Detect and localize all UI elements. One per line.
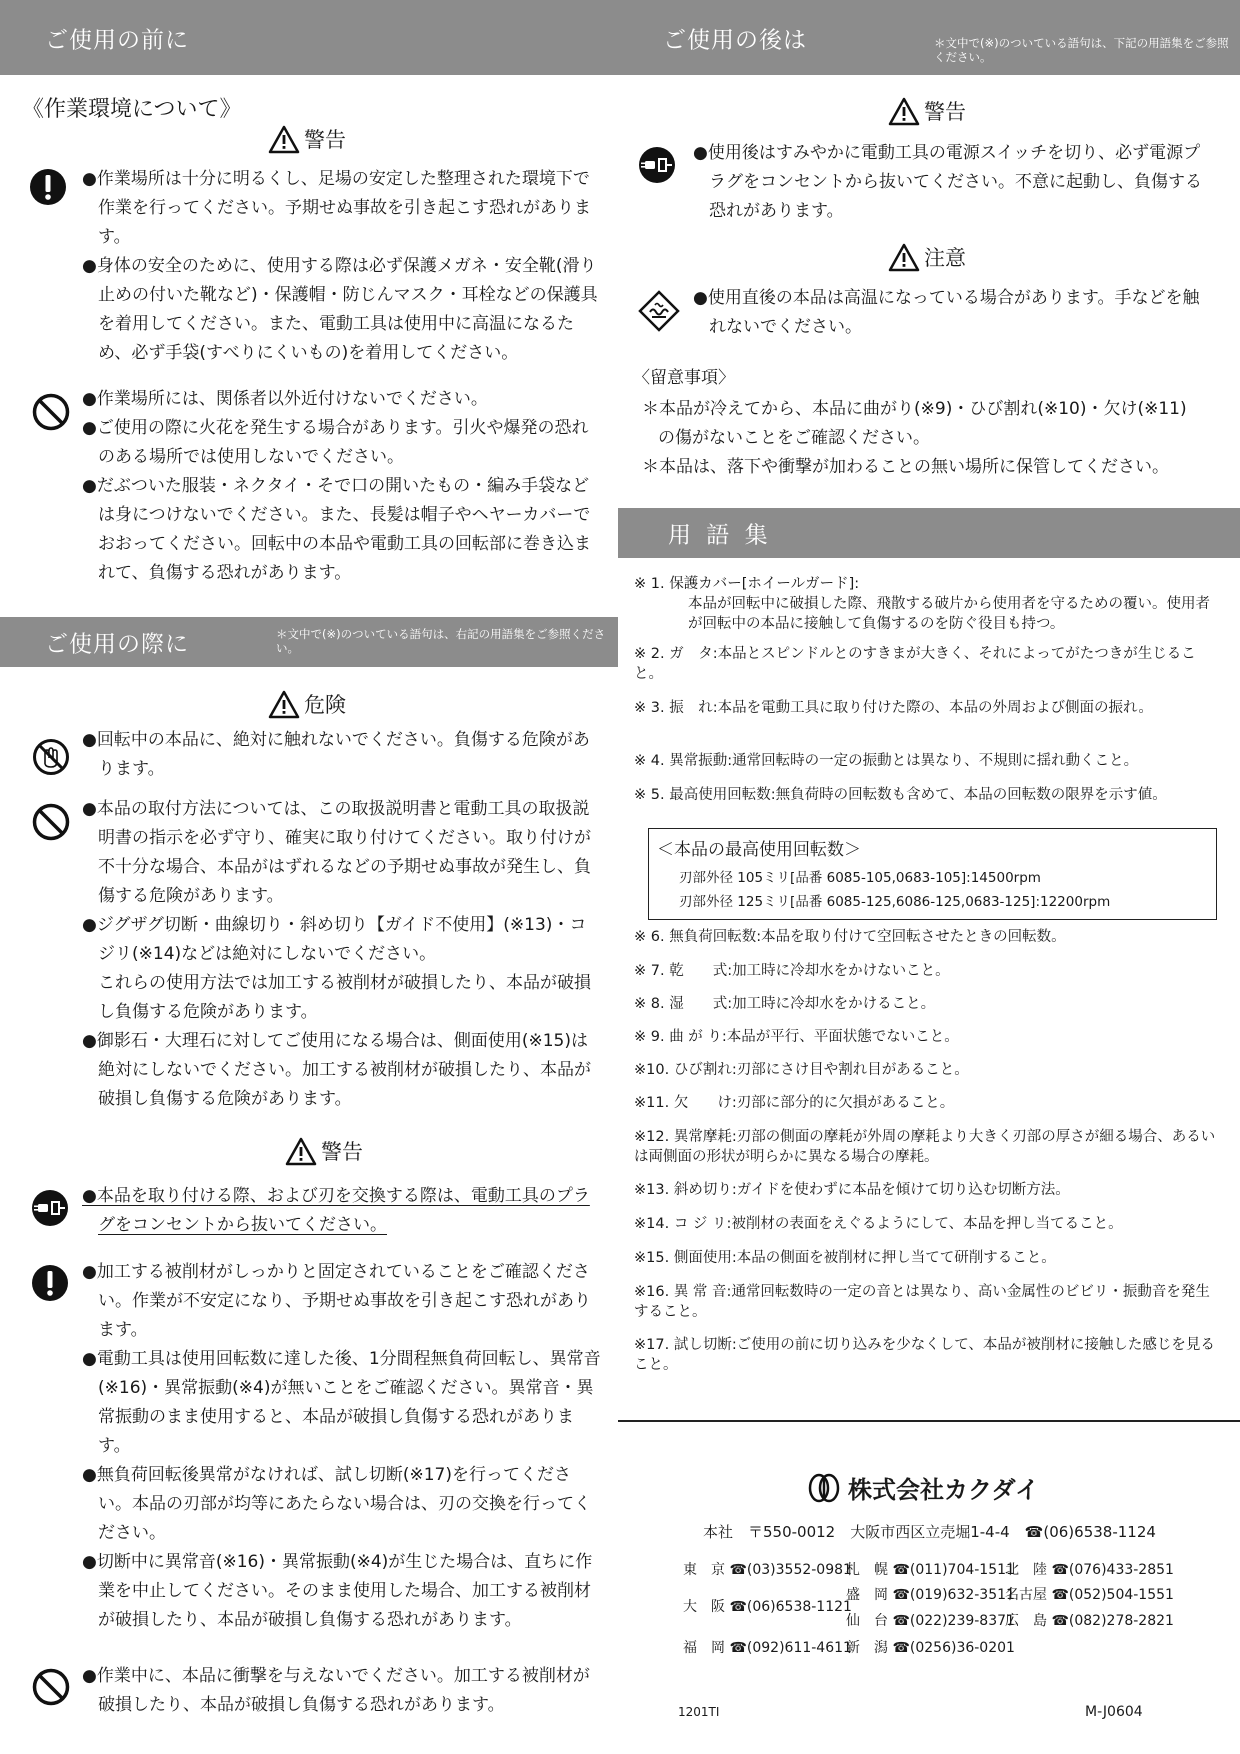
glossary-item-12: ※12. 異常摩耗:刃部の側面の摩耗が外周の摩耗より大きく刃部の厚さが細る場合、あるいは両側面の形状が明らかに異なる場合の摩耗。 — [634, 1129, 1216, 1165]
list-item: ●御影石・大理石に対してご使用になる場合は、側面使用(※15)は絶対にしないでください。加工する被削材が破損したり、本品が破損し負傷する危険があります。 — [82, 1031, 591, 1109]
no-touch-icon — [32, 738, 70, 776]
list-item: ●本品を取り付ける際、および刃を交換する際は、電動工具のプラグをコンセントから抜いてください。 — [82, 1186, 590, 1235]
list-item: ●作業中に、本品に衝撃を与えないでください。加工する被削材が破損したり、本品が破損し負傷する恐れがあります。 — [82, 1666, 590, 1715]
header-note: ＊文中で(※)のついている語句は、右記の用語集をご参照ください。 — [276, 627, 606, 655]
before-use-group1 — [82, 165, 602, 368]
list-item: ●切断中に異常音(※16)・異常振動(※4)が生じた場合は、直ちに作業を中止してください。そのまま使用した場合、加工する被削材が破損したり、本品が破損し負傷する恐れがあります。 — [82, 1552, 593, 1630]
glossary-item-1: ※ 1. 保護カバー[ホイールガード]: 本品が回転中に破損した際、飛散する破片から使用者を守るための覆い。使用者が回転中の本品に接触して負傷するのを防ぐ役目も持つ。 — [634, 576, 1210, 632]
glossary-item-8: ※ 8. 湿 式:加工時に冷却水をかけること。 — [634, 996, 936, 1012]
section-title: ご使用の後は — [663, 27, 807, 53]
branch-tokyo: 東 京 ☎(03)3552-0981 — [683, 1562, 852, 1578]
branch-osaka: 大 阪 ☎(06)6538-1121 — [683, 1599, 852, 1615]
document-code: M-J0604 — [1085, 1704, 1143, 1720]
list-item: ●回転中の本品に、絶対に触れないでください。負傷する危険があります。 — [82, 730, 590, 779]
list-item: ●ご使用の際に火花を発生する場合があります。引火や爆発の恐れのある場所では使用しないでください。 — [82, 418, 589, 467]
branch-nagoya: 名古屋 ☎(052)504-1551 — [1005, 1587, 1174, 1603]
warning-sign-1 — [268, 124, 346, 154]
kakudai-logo-icon — [808, 1473, 840, 1503]
section-header-before-use — [0, 0, 618, 75]
glossary-item-13: ※13. 斜め切り:ガイドを使わずに本品を傾けて切り込む切断方法。 — [634, 1182, 1070, 1198]
prohibition-icon — [32, 1668, 70, 1706]
unplug-icon — [638, 146, 676, 184]
section-header-glossary — [618, 508, 1240, 558]
glossary-item-3: ※ 3. 振 れ:本品を電動工具に取り付けた際の、本品の外周および側面の振れ。 — [634, 700, 1153, 716]
list-item: これらの使用方法では加工する被削材が破損したり、本品が破損し負傷する危険があります。 — [98, 973, 591, 1022]
divider — [618, 1420, 1240, 1422]
glossary-item-6: ※ 6. 無負荷回転数:本品を取り付けて空回転させたときの回転数。 — [634, 929, 1066, 945]
rpm-row: 刃部外径 105ミリ[品番 6085-105,0683-105]:14500rpm — [679, 870, 1041, 886]
header-note: ＊文中で(※)のついている語句は、下記の用語集をご参照ください。 — [934, 36, 1229, 64]
glossary-item-10: ※10. ひび割れ:刃部にさけ目や割れ目があること。 — [634, 1062, 969, 1078]
rpm-row: 刃部外径 125ミリ[品番 6085-125,6086-125,0683-125]:12200rpm — [679, 894, 1111, 910]
branch-hokuriku: 北 陸 ☎(076)433-2851 — [1005, 1562, 1174, 1578]
hot-surface-icon — [638, 290, 680, 332]
warning-group — [82, 1258, 602, 1635]
list-item: ●電動工具は使用回転数に達した後、1分間程無負荷回転し、異常音(※16)・異常振動(※4)が無いことをご確認ください。異常音・異常振動のまま使用すると、本品が破損し負傷する恐れがあります。 — [82, 1349, 601, 1456]
warning-label: 警告 — [321, 1140, 363, 1164]
mandatory-exclamation-icon — [29, 168, 67, 206]
warning-label: 警告 — [924, 100, 966, 124]
notes-heading: 〈留意事項〉 — [633, 368, 735, 388]
glossary-item-7: ※ 7. 乾 式:加工時に冷却水をかけないこと。 — [634, 963, 950, 979]
warning-triangle-icon — [268, 125, 300, 154]
list-item: ●だぶついた服装・ネクタイ・そで口の開いたもの・編み手袋などは身につけないでください。また、長髪は帽子やヘヤーカバーでおおってください。回転中の本品や電動工具の回転部に巻き込まれて、負傷する恐れがあります。 — [82, 476, 591, 583]
caution-label: 注意 — [924, 246, 966, 270]
rpm-box-title: ＜本品の最高使用回転数＞ — [657, 840, 861, 860]
section-title: ご使用の前に — [45, 27, 189, 53]
list-item: ●作業場所には、関係者以外近付けないでください。 — [82, 389, 488, 409]
glossary-item-5: ※ 5. 最高使用回転数:無負荷時の回転数も含めて、本品の回転数の限界を示す値。 — [634, 787, 1167, 803]
after-use-caution — [693, 284, 1213, 342]
branch-niigata: 新 潟 ☎(0256)36-0201 — [846, 1640, 1015, 1656]
warning-last — [82, 1662, 602, 1720]
list-item: ●作業場所は十分に明るくし、足場の安定した整理された環境下で作業を行ってください。予期せぬ事故を引き起こす恐れがあります。 — [82, 169, 591, 247]
mandatory-exclamation-icon — [31, 1264, 69, 1302]
unplug-icon — [31, 1189, 69, 1227]
branch-sendai: 仙 台 ☎(022)239-8371 — [846, 1613, 1015, 1629]
glossary-item-15: ※15. 側面使用:本品の側面を被削材に押し当てて研削すること。 — [634, 1250, 1056, 1266]
glossary-item-17: ※17. 試し切断:ご使用の前に切り込みを少なくして、本品が被削材に接触した感じを見ること。 — [634, 1337, 1215, 1373]
warning-sign-3 — [888, 96, 966, 126]
section-header-after-use — [618, 0, 1240, 75]
section-title: 用 語 集 — [668, 522, 772, 549]
list-item: ＊本品が冷えてから、本品に曲がり(※9)・ひび割れ(※10)・欠け(※11)の傷がないことをご確認ください。 — [642, 399, 1187, 448]
warning-triangle-icon — [888, 243, 920, 272]
danger-text-2 — [82, 795, 602, 1114]
after-use-warning — [693, 139, 1213, 226]
warning-triangle-icon — [285, 1137, 317, 1166]
warning-sign-2 — [285, 1136, 363, 1166]
glossary-item-4: ※ 4. 異常振動:通常回転時の一定の振動とは異なり、不規則に揺れ動くこと。 — [634, 753, 1139, 769]
before-use-group2 — [82, 385, 602, 588]
glossary-item-14: ※14. コ ジ リ:被削材の表面をえぐるようにして、本品を押し当てること。 — [634, 1216, 1123, 1232]
list-item: ●加工する被削材がしっかりと固定されていることをご確認ください。作業が不安定になり、予期せぬ事故を引き起こす恐れがあります。 — [82, 1262, 591, 1340]
warning-label: 警告 — [304, 128, 346, 152]
notes-list — [642, 395, 1202, 482]
headquarters: 本社 〒550-0012 大阪市西区立売堀1-4-4 ☎(06)6538-1124 — [703, 1523, 1156, 1541]
logo-text: 株式会社カクダイ — [848, 1476, 1040, 1504]
glossary-item-9: ※ 9. 曲 が り:本品が平行、平面状態でないこと。 — [634, 1029, 959, 1045]
warning-triangle-icon — [888, 97, 920, 126]
glossary-item-11: ※11. 欠 け:刃部に部分的に欠損があること。 — [634, 1095, 955, 1111]
glossary-item-2: ※ 2. ガ タ:本品とスピンドルとのすきまが大きく、それによってがたつきが生じること。 — [634, 646, 1196, 682]
branch-fukuoka: 福 岡 ☎(092)611-4611 — [683, 1640, 852, 1656]
list-item: ●ジグザグ切断・曲線切り・斜め切り【ガイド不使用】(※13)・コジリ(※14)などは絶対にしないでください。 — [82, 915, 587, 964]
warning-triangle-icon — [268, 690, 300, 719]
section-title: ご使用の際に — [45, 631, 189, 658]
subheading-work-environment: 《作業環境について》 — [22, 97, 242, 122]
prohibition-icon — [32, 393, 70, 431]
caution-sign — [888, 242, 966, 272]
prohibition-icon — [32, 803, 70, 841]
danger-sign — [268, 689, 346, 719]
list-item: ●使用直後の本品は高温になっている場合があります。手などを触れないでください。 — [693, 288, 1200, 337]
list-item: ●本品の取付方法については、この取扱説明書と電動工具の取扱説明書の指示を必ず守り、確実に取り付けてください。取り付けが不十分な場合、本品がはずれるなどの予期せぬ事故が発生し、負傷する危険があります。 — [82, 799, 591, 906]
danger-text-1 — [82, 726, 602, 784]
branch-morioka: 盛 岡 ☎(019)632-3511 — [846, 1587, 1015, 1603]
list-item: ●身体の安全のために、使用する際は必ず保護メガネ・安全靴(滑り止めの付いた靴など)・保護帽・防じんマスク・耳栓などの保護具を着用してください。また、電動工具は使用中に高温になるため、必ず手袋(すべりにくいもの)を着用してください。 — [82, 256, 598, 363]
list-item: ●使用後はすみやかに電動工具の電源スイッチを切り、必ず電源プラグをコンセントから抜いてください。不意に起動し、負傷する恐れがあります。 — [693, 143, 1202, 221]
print-code: 1201TI — [678, 1705, 720, 1719]
branch-hiroshima: 広 島 ☎(082)278-2821 — [1005, 1613, 1174, 1629]
max-rpm-box — [648, 828, 1217, 920]
company-logo — [808, 1470, 1039, 1505]
glossary-item-16: ※16. 異 常 音:通常回転数時の一定の音とは異なり、高い金属性のビビリ・振動音を発生すること。 — [634, 1284, 1210, 1320]
warning-plug-text — [82, 1182, 602, 1240]
danger-label: 危険 — [304, 693, 346, 717]
list-item: ●無負荷回転後異常がなければ、試し切断(※17)を行ってください。本品の刃部が均等にあたらない場合は、刃の交換を行ってください。 — [82, 1465, 591, 1543]
branch-sapporo: 札 幌 ☎(011)704-1511 — [846, 1562, 1015, 1578]
list-item: ＊本品は、落下や衝撃が加わることの無い場所に保管してください。 — [642, 457, 1169, 477]
section-header-during-use — [0, 617, 618, 667]
